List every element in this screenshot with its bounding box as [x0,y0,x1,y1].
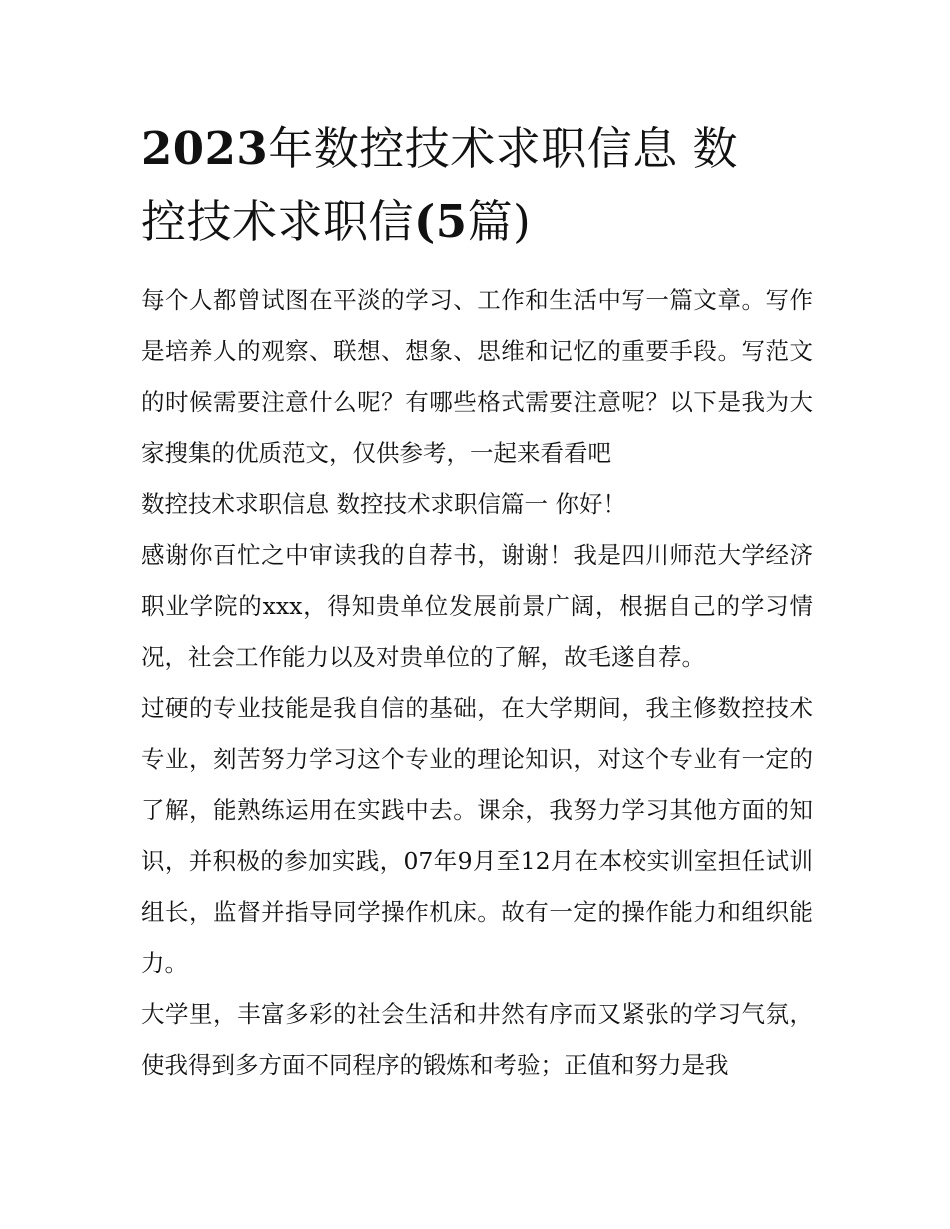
document-title [141,112,813,258]
title-count: (5 [414,195,468,248]
document-body [141,275,813,1091]
paragraph-heading: 数控技术求职信息 数控技术求职信篇一 你好！ [141,490,626,518]
document-content [141,112,813,1091]
paragraph-university-life: 大学里，丰富多彩的社会生活和井然有序而又紧张的学习气氛，使我得到多方面不同程序的锻炼和考验；正值和努力是我 [141,1000,813,1079]
paragraph-intro: 每个人都曾试图在平淡的学习、工作和生活中写一篇文章。写作是培养人的观察、联想、想象、思维和记忆的重要手段。写范文的时候需要注意什么呢？有哪些格式需要注意呢？以下是我为大家搜集的优质范文，仅供参考，一起来看看吧 [141,286,813,467]
paragraph-self-intro: 感谢你百忙之中审读我的自荐书，谢谢！我是四川师范大学经济职业学院的xxx，得知贵单位发展前景广阔，根据自己的学习情况，社会工作能力以及对贵单位的了解，故毛遂自荐。 [141,541,813,671]
title-text-1: 年数控技术求职信息 数 [268,122,739,175]
paragraph-skills: 过硬的专业技能是我自信的基础，在大学期间，我主修数控技术专业，刻苦努力学习这个专业的理论知识，对这个专业有一定的了解，能熟练运用在实践中去。课余，我努力学习其他方面的知识，并积极的参加实践，07年9月至12月在本校实训室担任试训组长，监督并指导同学操作机床。故有一定的操作能力和组织能力。 [141,694,813,977]
title-text-2: 控技术求职信 [141,195,415,248]
title-year: 2023 [141,122,269,175]
title-text-3: 篇) [467,195,532,248]
